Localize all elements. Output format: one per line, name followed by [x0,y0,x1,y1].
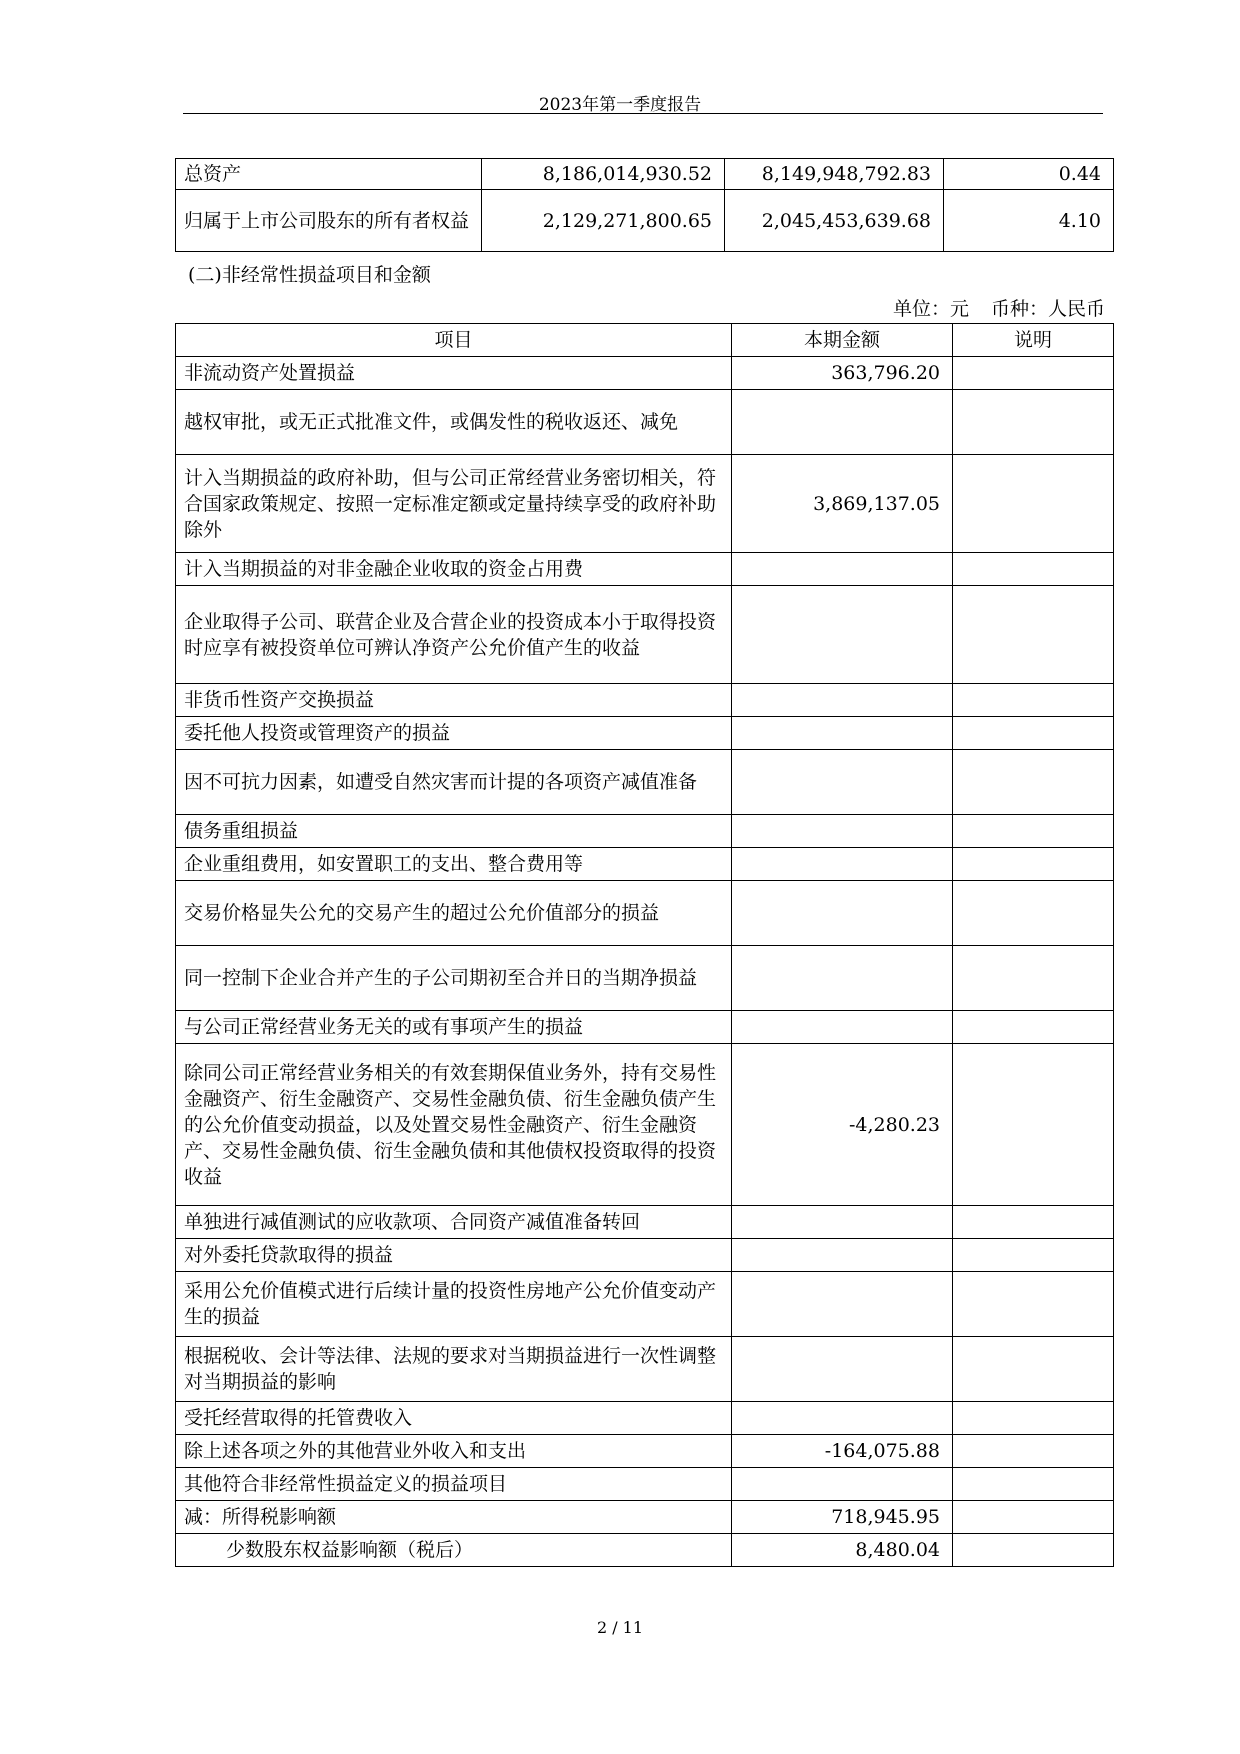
row-value-current: 2,129,271,800.65 [482,190,725,252]
row-note [953,1337,1114,1402]
row-item-label: 归属于上市公司股东的所有者权益 [176,190,482,252]
row-item-label: 受托经营取得的托管费收入 [176,1402,732,1435]
table-row [176,1239,1114,1272]
row-item-label: 少数股东权益影响额（税后） [176,1534,732,1567]
row-item-label: 与公司正常经营业务无关的或有事项产生的损益 [176,1011,732,1044]
row-item-label: 债务重组损益 [176,815,732,848]
row-note [953,455,1114,553]
row-item-label: 因不可抗力因素，如遭受自然灾害而计提的各项资产减值准备 [176,750,732,815]
row-value-change: 4.10 [944,190,1114,252]
row-item-label: 除同公司正常经营业务相关的有效套期保值业务外，持有交易性金融资产、衍生金融资产、交易性金融负债、衍生金融负债产生的公允价值变动损益，以及处置交易性金融资产、衍生金融资产、交易性金融负债、衍生金融负债和其他债权投资取得的投资收益 [176,1044,732,1206]
row-amount [732,1337,953,1402]
row-amount: -164,075.88 [732,1435,953,1468]
row-item-label: 企业取得子公司、联营企业及合营企业的投资成本小于取得投资时应享有被投资单位可辨认净资产公允价值产生的收益 [176,586,732,684]
table-row [176,946,1114,1011]
table-row [176,586,1114,684]
row-note [953,750,1114,815]
row-item-label: 越权审批，或无正式批准文件，或偶发性的税收返还、减免 [176,390,732,455]
table-row [176,848,1114,881]
row-amount: 363,796.20 [732,357,953,390]
row-note [953,1044,1114,1206]
table-row [176,1435,1114,1468]
row-value-previous: 8,149,948,792.83 [725,159,944,190]
page-number: 2 / 11 [596,1618,644,1637]
row-note [953,881,1114,946]
row-amount [732,684,953,717]
currency-label: 币种：人民币 [990,298,1105,320]
row-item-label: 对外委托贷款取得的损益 [176,1239,732,1272]
table-row [176,1402,1114,1435]
row-note [953,1011,1114,1044]
row-amount: -4,280.23 [732,1044,953,1206]
table-row [176,1468,1114,1501]
row-item-label: 委托他人投资或管理资产的损益 [176,717,732,750]
row-note [953,717,1114,750]
table-row [176,815,1114,848]
row-item-label: 根据税收、会计等法律、法规的要求对当期损益进行一次性调整对当期损益的影响 [176,1337,732,1402]
table-row [176,390,1114,455]
table-row [176,750,1114,815]
row-note [953,357,1114,390]
table-row [176,1011,1114,1044]
row-note [953,815,1114,848]
row-note [953,848,1114,881]
row-note [953,1402,1114,1435]
row-amount [732,586,953,684]
row-item-label: 交易价格显失公允的交易产生的超过公允价值部分的损益 [176,881,732,946]
row-amount [732,750,953,815]
non-recurring-gains-table [175,323,1114,1567]
header-divider [183,113,1103,114]
row-item-label: 采用公允价值模式进行后续计量的投资性房地产公允价值变动产生的损益 [176,1272,732,1337]
row-note [953,1206,1114,1239]
row-item-label: 单独进行减值测试的应收款项、合同资产减值准备转回 [176,1206,732,1239]
table-row [176,1206,1114,1239]
row-amount: 718,945.95 [732,1501,953,1534]
balance-summary-table [175,158,1114,252]
column-header-item: 项目 [176,324,732,357]
table-row [176,455,1114,553]
row-value-previous: 2,045,453,639.68 [725,190,944,252]
table-row [176,1534,1114,1567]
row-item-label: 总资产 [176,159,482,190]
row-note [953,390,1114,455]
row-note [953,1272,1114,1337]
row-amount [732,1272,953,1337]
table-row [176,553,1114,586]
table-row [176,357,1114,390]
table-row [176,159,1114,190]
table-row [176,684,1114,717]
row-amount [732,1011,953,1044]
row-amount [732,553,953,586]
section-title: (二)非经常性损益项目和金额 [188,264,431,286]
row-item-label: 企业重组费用，如安置职工的支出、整合费用等 [176,848,732,881]
column-header-note: 说明 [953,324,1114,357]
row-item-label: 除上述各项之外的其他营业外收入和支出 [176,1435,732,1468]
table-row [176,881,1114,946]
unit-label: 单位：元 [892,298,969,320]
row-value-change: 0.44 [944,159,1114,190]
row-value-current: 8,186,014,930.52 [482,159,725,190]
row-amount [732,1206,953,1239]
row-amount [732,1402,953,1435]
row-note [953,1435,1114,1468]
column-header-amount: 本期金额 [732,324,953,357]
row-amount [732,848,953,881]
row-amount [732,717,953,750]
row-note [953,946,1114,1011]
row-note [953,1501,1114,1534]
row-note [953,1534,1114,1567]
row-item-label: 非流动资产处置损益 [176,357,732,390]
row-amount: 3,869,137.05 [732,455,953,553]
table-header-row [176,324,1114,357]
row-note [953,1468,1114,1501]
row-item-label: 同一控制下企业合并产生的子公司期初至合并日的当期净损益 [176,946,732,1011]
row-amount [732,390,953,455]
row-amount: 8,480.04 [732,1534,953,1567]
table-row [176,717,1114,750]
row-amount [732,815,953,848]
row-note [953,1239,1114,1272]
row-amount [732,1468,953,1501]
row-amount [732,881,953,946]
row-note [953,553,1114,586]
row-item-label: 其他符合非经常性损益定义的损益项目 [176,1468,732,1501]
report-header-title: 2023年第一季度报告 [538,95,702,115]
row-item-label: 非货币性资产交换损益 [176,684,732,717]
row-item-label: 减：所得税影响额 [176,1501,732,1534]
table-row [176,1501,1114,1534]
table-row [176,1044,1114,1206]
unit-line [871,294,1105,321]
row-note [953,586,1114,684]
row-amount [732,1239,953,1272]
row-item-label: 计入当期损益的政府补助，但与公司正常经营业务密切相关，符合国家政策规定、按照一定标准定额或定量持续享受的政府补助除外 [176,455,732,553]
table-row [176,1272,1114,1337]
row-item-label: 计入当期损益的对非金融企业收取的资金占用费 [176,553,732,586]
table-row [176,1337,1114,1402]
row-amount [732,946,953,1011]
row-note [953,684,1114,717]
table-row [176,190,1114,252]
